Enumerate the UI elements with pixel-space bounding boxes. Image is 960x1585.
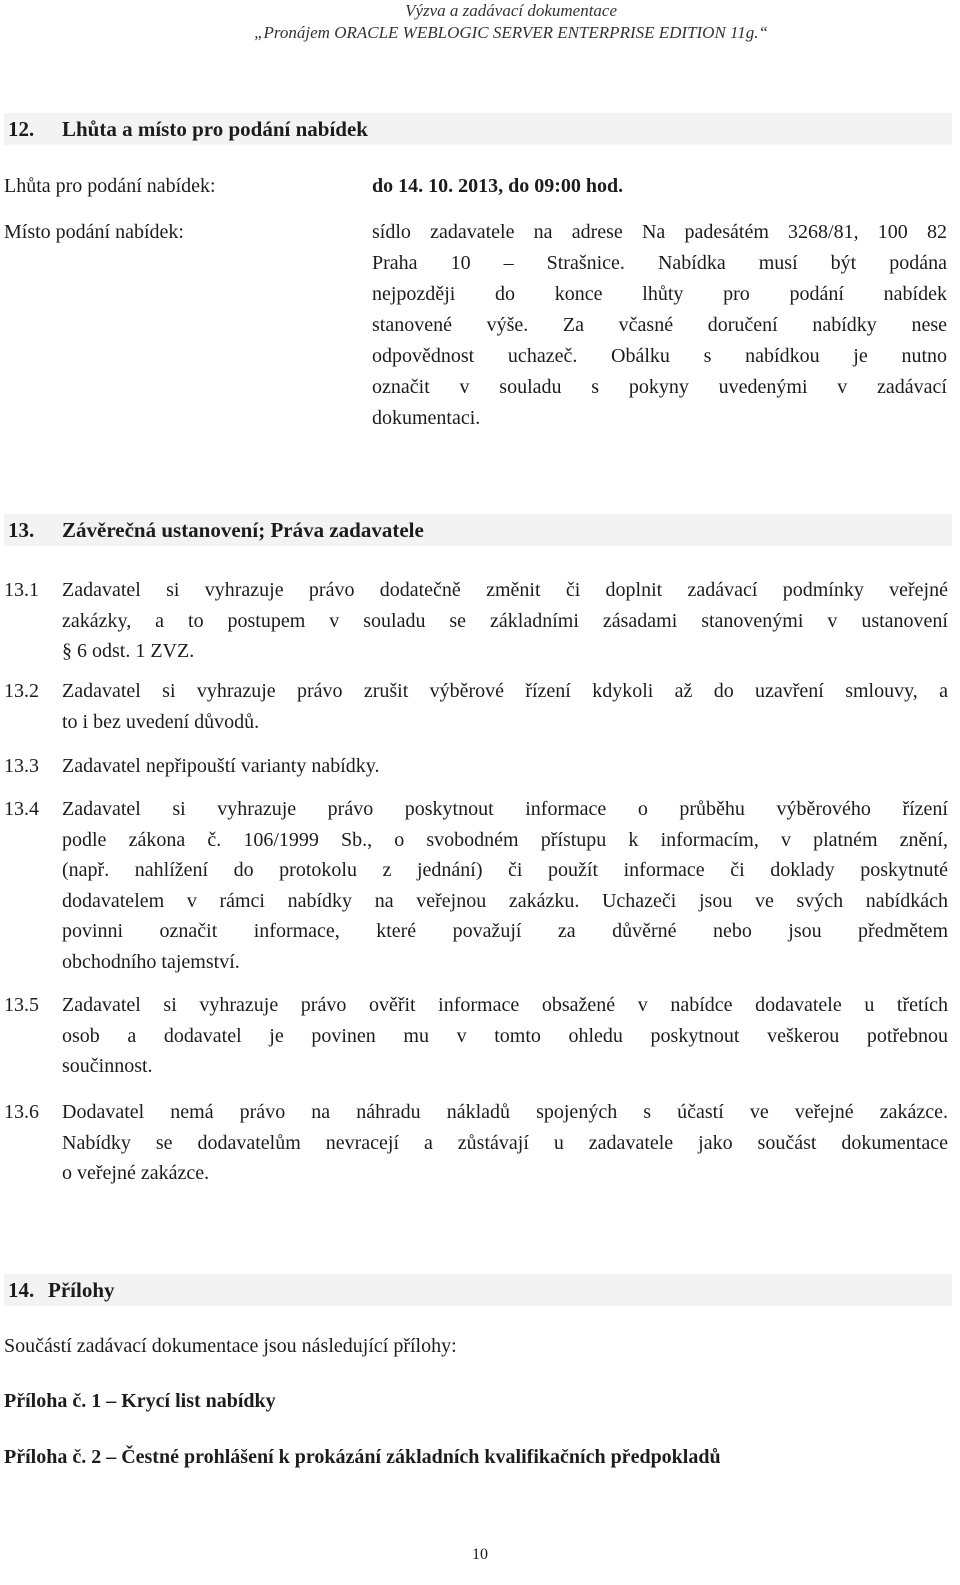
place-line: sídlo zadavatele na adrese Na padesátém 3268/81, 100 82 [372,221,947,243]
place-line: Praha 10 – Strašnice. Nabídka musí být podána [372,252,947,274]
clause-line: podle zákona č. 106/1999 Sb., o svobodném přístupu k informacím, v platném znění, [62,828,948,851]
clause-line: Zadavatel si vyhrazuje právo ověřit informace obsažené v nabídce dodavatele u třetích [62,994,948,1016]
section-13-number: 13. [8,518,35,542]
place-value [372,217,947,434]
section-13-title: Závěrečná ustanovení; Práva zadavatele [62,518,424,542]
attachments-intro: Součástí zadávací dokumentace jsou následující přílohy: [4,1335,457,1357]
header-subtitle: „Pronájem ORACLE WEBLOGIC SERVER ENTERPRISE EDITION 11g.“ [254,23,768,42]
clause-13-6 [4,1097,948,1189]
clause-line: osob a dodavatel je povinen mu v tomto ohledu poskytnout veškerou potřebnou [62,1024,948,1047]
header-title: Výzva a zadávací dokumentace [405,1,618,20]
clause-line: Zadavatel si vyhrazuje právo poskytnout informace o průběhu výběrového řízení [62,798,948,820]
place-line: stanovené výše. Za včasné doručení nabídky nese [372,314,947,336]
section-14-number: 14. [8,1278,35,1302]
clause-number: 13.4 [4,798,39,820]
clause-number: 13.3 [4,755,39,777]
place-line: odpovědnost uchazeč. Obálku s nabídkou je nutno [372,345,947,367]
clause-line: o veřejné zakázce. [62,1162,210,1184]
deadline-label: Lhůta pro podání nabídek: [4,175,216,197]
section-13-heading [4,514,952,546]
clause-line: zakázky, a to postupem v souladu se základními zásadami stanovenými v ustanovení [62,609,948,632]
attachment-item: Příloha č. 2 – Čestné prohlášení k prokázání základních kvalifikačních předpokladů [4,1446,721,1468]
clause-13-4 [4,794,948,977]
place-label: Místo podání nabídek: [4,221,184,243]
clause-13-3 [4,751,948,782]
clause-line: § 6 odst. 1 ZVZ. [62,640,195,662]
place-line: dokumentaci. [372,407,481,429]
section-14-title: Přílohy [48,1278,115,1302]
clause-13-5 [4,990,948,1082]
clause-line: Nabídky se dodavatelům nevracejí a zůstávají u zadavatele jako součást dokumentace [62,1131,948,1154]
clause-line: Dodavatel nemá právo na náhradu nákladů spojených s účastí ve veřejné zakázce. [62,1101,948,1123]
section-12-title: Lhůta a místo pro podání nabídek [62,117,368,141]
attachment-item: Příloha č. 1 – Krycí list nabídky [4,1390,276,1412]
clause-number: 13.1 [4,579,39,601]
clause-line: obchodního tajemství. [62,950,240,973]
clause-number: 13.5 [4,994,39,1016]
clause-line: (např. nahlížení do protokolu z jednání) či použít informace či doklady poskytnuté [62,859,948,881]
clause-line: Zadavatel nepřipouští varianty nabídky. [62,755,380,777]
deadline-value: do 14. 10. 2013, do 09:00 hod. [372,175,624,197]
clause-line: Zadavatel si vyhrazuje právo zrušit výběrové řízení kdykoli až do uzavření smlouvy, a [62,680,948,702]
page-number: 10 [472,1546,488,1563]
clause-line: součinnost. [62,1055,153,1077]
clause-13-2 [4,676,948,737]
clause-line: to i bez uvedení důvodů. [62,710,260,733]
document-header [254,0,768,44]
clause-line: povinni označit informace, které považují za důvěrné nebo jsou předmětem [62,920,948,942]
section-14-heading [4,1274,952,1306]
section-12-number: 12. [8,117,35,141]
clause-line: Zadavatel si vyhrazuje právo dodatečně změnit či doplnit zadávací podmínky veřejné [62,579,948,601]
place-line: nejpozději do konce lhůty pro podání nabídek [372,283,947,305]
clause-line: dodavatelem v rámci nabídky na veřejnou zakázku. Uchazeči jsou ve svých nabídkách [62,889,948,912]
place-line: označit v souladu s pokyny uvedenými v zadávací [372,376,947,398]
clause-13-1 [4,575,948,667]
section-12-heading [4,113,952,145]
clause-number: 13.2 [4,680,39,702]
clause-number: 13.6 [4,1101,39,1123]
